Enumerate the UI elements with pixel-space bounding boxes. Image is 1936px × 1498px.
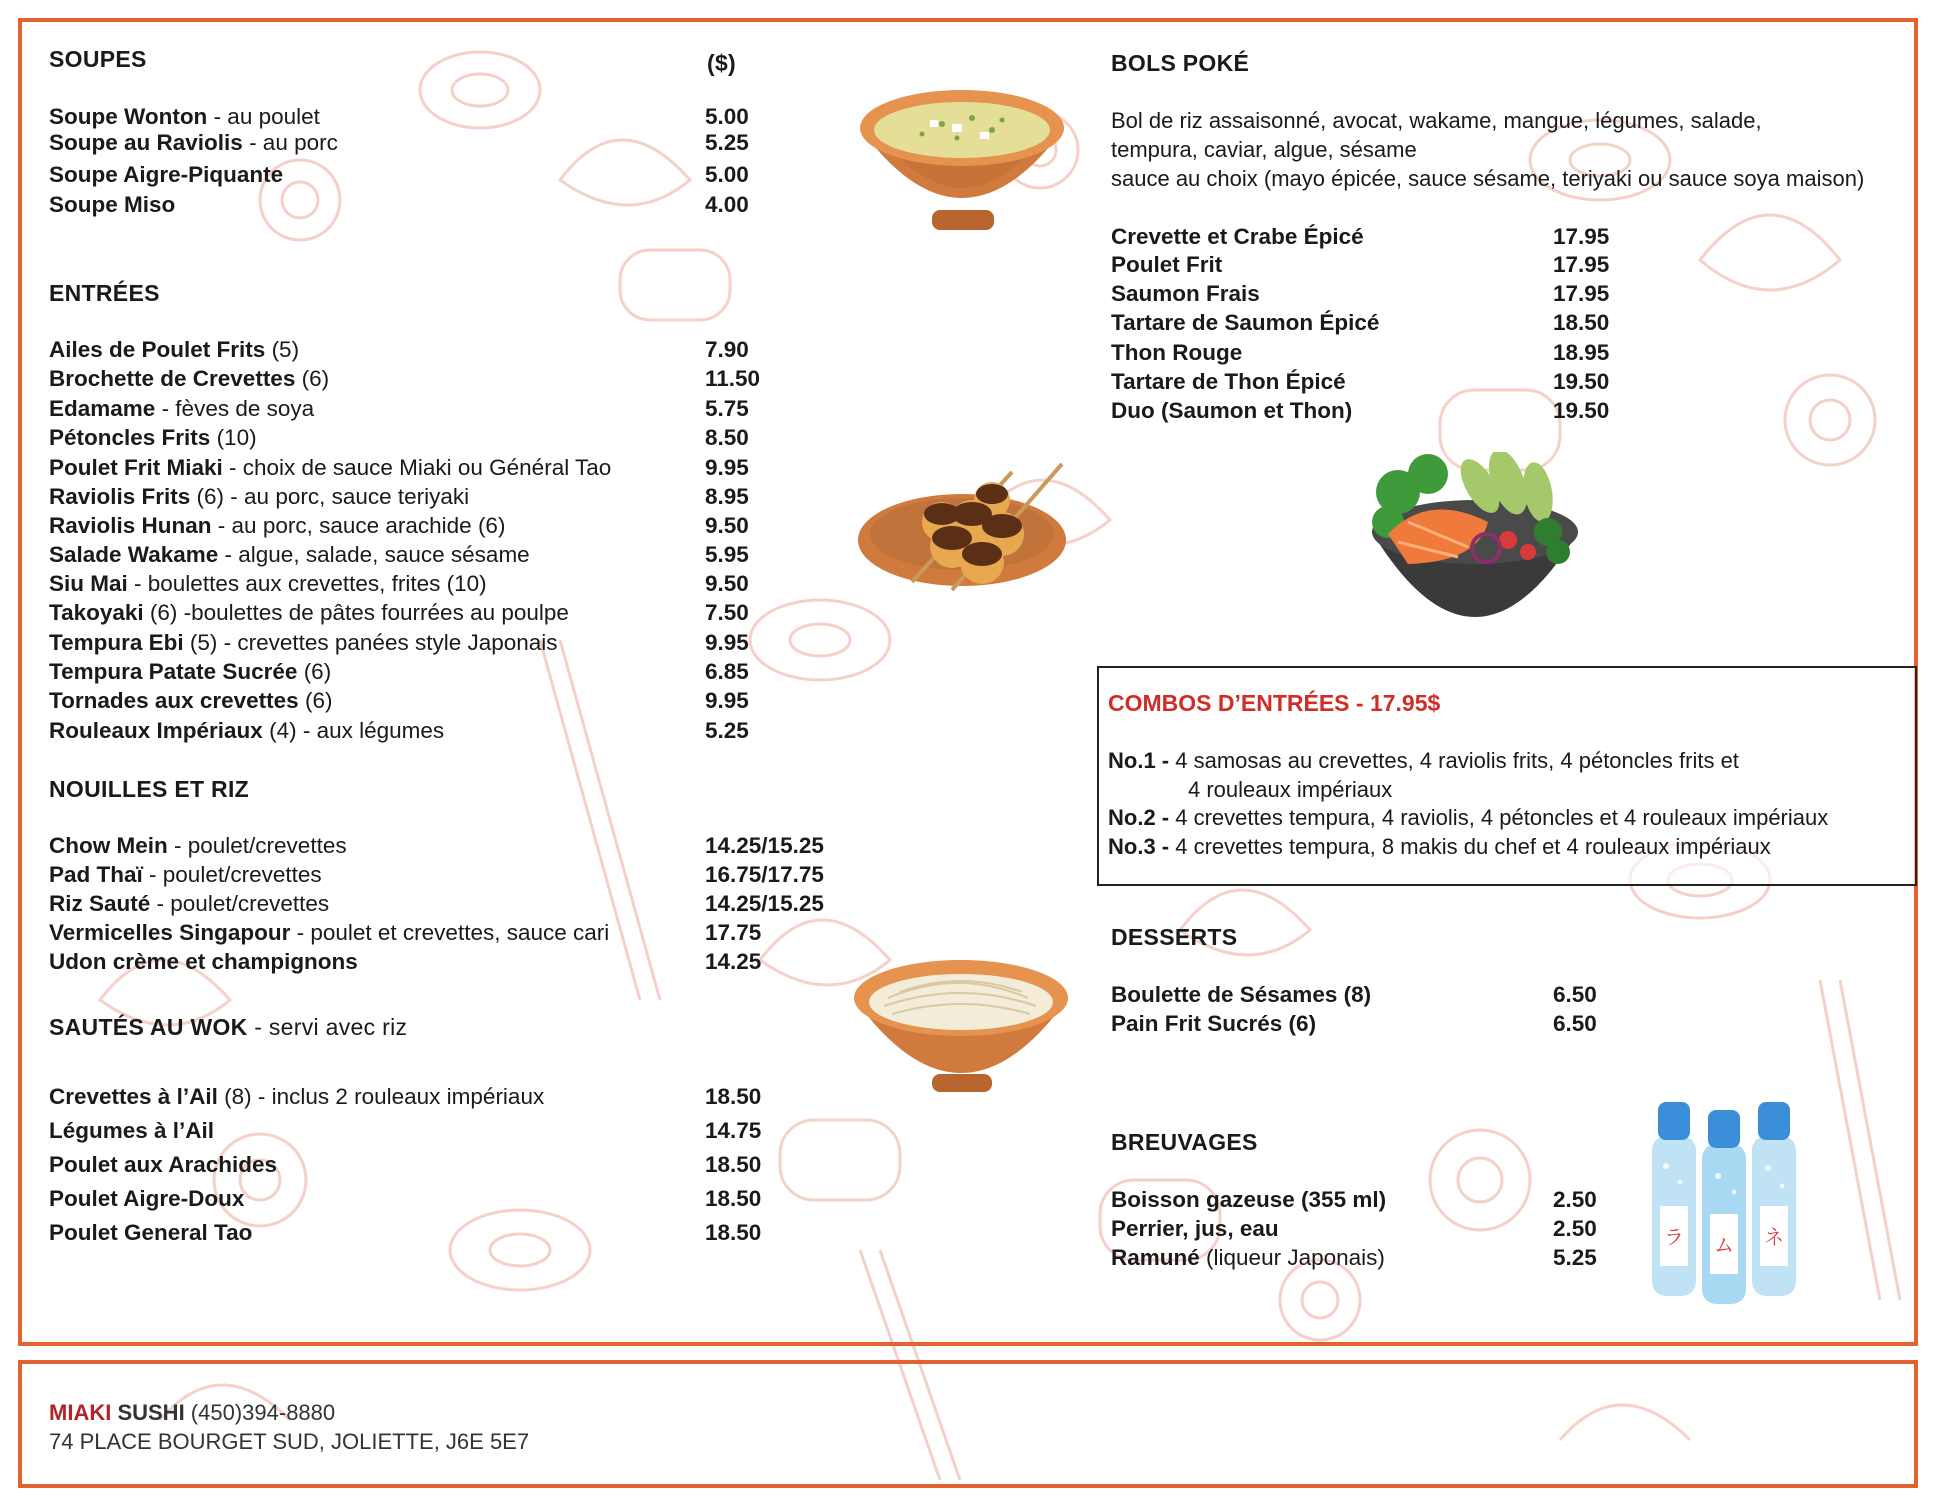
item-name: Tartare de Saumon Épicé bbox=[1111, 310, 1380, 335]
item-price: 7.50 bbox=[705, 600, 749, 625]
item-description: (5) bbox=[265, 337, 300, 362]
item-price: 5.25 bbox=[705, 718, 749, 743]
combo-label: No.2 - bbox=[1108, 805, 1170, 830]
poke-item bbox=[1111, 398, 1352, 424]
item-description: - poulet/crevettes bbox=[142, 862, 322, 887]
item-name: Pétoncles Frits bbox=[49, 425, 211, 450]
currency-header: ($) bbox=[707, 50, 737, 76]
soupes-item bbox=[49, 162, 283, 188]
noodle-bowl-icon bbox=[848, 948, 1074, 1098]
breuvages-item bbox=[1111, 1216, 1279, 1242]
item-price: 11.50 bbox=[705, 366, 761, 391]
item-price: 8.95 bbox=[705, 484, 749, 509]
item-name: Salade Wakame bbox=[49, 542, 219, 567]
poke-item bbox=[1111, 224, 1364, 250]
combo-item bbox=[1108, 748, 1739, 774]
item-price: 9.95 bbox=[705, 688, 749, 713]
sautes-item bbox=[49, 1186, 244, 1212]
item-name: Soupe Wonton bbox=[49, 104, 208, 129]
item-price: 5.95 bbox=[705, 542, 749, 567]
item-description: - au porc, sauce arachide (6) bbox=[211, 513, 506, 538]
item-name: Raviolis Hunan bbox=[49, 513, 212, 538]
poke-item bbox=[1111, 310, 1379, 336]
item-name: Ailes de Poulet Frits bbox=[49, 337, 266, 362]
item-description: - boulettes aux crevettes, frites (10) bbox=[127, 571, 487, 596]
item-name: Edamame bbox=[49, 396, 156, 421]
entrees-item bbox=[49, 630, 558, 656]
item-price: 2.50 bbox=[1553, 1216, 1597, 1241]
section-title-entrees: ENTRÉES bbox=[49, 280, 160, 306]
entrees-item bbox=[49, 659, 331, 685]
item-price: 16.75/17.75 bbox=[705, 862, 824, 887]
nouilles-item bbox=[49, 920, 609, 946]
combos-box bbox=[1097, 666, 1917, 886]
item-price: 2.50 bbox=[1553, 1187, 1597, 1212]
item-name: Pad Thaï bbox=[49, 862, 143, 887]
item-price: 18.50 bbox=[1553, 310, 1610, 335]
entrees-item bbox=[49, 337, 299, 363]
sautes-item bbox=[49, 1084, 544, 1110]
item-name: Soupe Aigre-Piquante bbox=[49, 162, 284, 187]
item-description: - au porc bbox=[242, 130, 338, 155]
entrees-item bbox=[49, 366, 329, 392]
sautes-subtitle: - servi avec riz bbox=[247, 1014, 408, 1040]
item-price: 5.00 bbox=[705, 104, 749, 129]
item-name: Poulet Frit Miaki bbox=[49, 455, 223, 480]
sautes-item bbox=[49, 1118, 214, 1144]
soup-bowl-icon bbox=[852, 78, 1072, 238]
entrees-item bbox=[49, 484, 469, 510]
item-price: 19.50 bbox=[1553, 398, 1610, 423]
section-title-poke: BOLS POKÉ bbox=[1111, 50, 1250, 76]
ramune-bottles-icon bbox=[1644, 1096, 1804, 1310]
item-price: 17.95 bbox=[1553, 252, 1610, 277]
item-name: Saumon Frais bbox=[1111, 281, 1260, 306]
item-price: 17.95 bbox=[1553, 224, 1610, 249]
item-name: Boulette de Sésames (8) bbox=[1111, 982, 1372, 1007]
combo-item bbox=[1108, 834, 1771, 860]
item-description: - poulet/crevettes bbox=[150, 891, 330, 916]
item-description: (6) bbox=[295, 366, 330, 391]
section-title-nouilles: NOUILLES ET RIZ bbox=[49, 776, 249, 802]
item-name: Thon Rouge bbox=[1111, 340, 1243, 365]
soupes-item bbox=[49, 192, 175, 218]
item-price: 18.50 bbox=[705, 1152, 762, 1177]
item-description: - poulet/crevettes bbox=[167, 833, 347, 858]
item-price: 9.95 bbox=[705, 455, 749, 480]
item-name: Poulet Frit bbox=[1111, 252, 1223, 277]
item-price: 14.25 bbox=[705, 949, 762, 974]
sautes-item bbox=[49, 1152, 277, 1178]
item-price: 14.75 bbox=[705, 1118, 762, 1143]
item-name: Poulet aux Arachides bbox=[49, 1152, 277, 1177]
item-price: 8.50 bbox=[705, 425, 749, 450]
item-name: Brochette de Crevettes bbox=[49, 366, 296, 391]
entrees-item bbox=[49, 600, 569, 626]
item-description: (4) - aux légumes bbox=[262, 718, 445, 743]
item-description: - algue, salade, sauce sésame bbox=[218, 542, 530, 567]
combo-item-continued: 4 rouleaux impériaux bbox=[1188, 777, 1393, 802]
item-name: Raviolis Frits bbox=[49, 484, 191, 509]
skewer-bowl-icon bbox=[852, 462, 1072, 612]
item-name: Poulet Aigre-Doux bbox=[49, 1186, 245, 1211]
item-name: Duo (Saumon et Thon) bbox=[1111, 398, 1353, 423]
item-price: 4.00 bbox=[705, 192, 749, 217]
section-title-breuvages: BREUVAGES bbox=[1111, 1129, 1258, 1155]
item-name: Vermicelles Singapour bbox=[49, 920, 291, 945]
entrees-item bbox=[49, 571, 487, 597]
item-description: - au poulet bbox=[207, 104, 320, 129]
section-title-desserts: DESSERTS bbox=[1111, 924, 1238, 950]
item-name: Chow Mein bbox=[49, 833, 168, 858]
item-name: Soupe Miso bbox=[49, 192, 176, 217]
poke-description bbox=[1111, 106, 1864, 193]
item-name: Tartare de Thon Épicé bbox=[1111, 369, 1346, 394]
item-name: Soupe au Raviolis bbox=[49, 130, 243, 155]
item-name: Légumes à l’Ail bbox=[49, 1118, 215, 1143]
section-title-sautes bbox=[49, 1014, 407, 1041]
combo-label: No.1 - bbox=[1108, 748, 1170, 773]
item-price: 14.25/15.25 bbox=[705, 833, 824, 858]
svg-text:ム: ム bbox=[1714, 1233, 1734, 1257]
entrees-item bbox=[49, 718, 444, 744]
item-description: (5) - crevettes panées style Japonais bbox=[183, 630, 558, 655]
desserts-item bbox=[1111, 1011, 1316, 1037]
nouilles-item bbox=[49, 891, 329, 917]
item-price: 17.75 bbox=[705, 920, 762, 945]
entrees-item bbox=[49, 455, 611, 481]
breuvages-item bbox=[1111, 1187, 1386, 1213]
item-price: 5.25 bbox=[1553, 1245, 1597, 1270]
poke-desc-line-3: sauce au choix (mayo épicée, sauce sésame, teriyaki ou sauce soya maison) bbox=[1111, 166, 1865, 191]
entrees-item bbox=[49, 542, 530, 568]
item-price: 5.25 bbox=[705, 130, 749, 155]
footer-line-1 bbox=[49, 1398, 529, 1427]
poke-bowl-icon bbox=[1368, 452, 1582, 642]
item-name: Ramuné bbox=[1111, 1245, 1200, 1270]
item-name: Tempura Ebi bbox=[49, 630, 184, 655]
combo-text: 4 crevettes tempura, 4 raviolis, 4 pétoncles et 4 rouleaux impériaux bbox=[1169, 805, 1829, 830]
item-description: (10) bbox=[210, 425, 257, 450]
item-description: (6) bbox=[298, 688, 333, 713]
item-price: 17.95 bbox=[1553, 281, 1610, 306]
poke-desc-line-2: tempura, caviar, algue, sésame bbox=[1111, 137, 1417, 162]
item-name: Perrier, jus, eau bbox=[1111, 1216, 1279, 1241]
item-price: 14.25/15.25 bbox=[705, 891, 824, 916]
item-price: 19.50 bbox=[1553, 369, 1610, 394]
entrees-item bbox=[49, 688, 332, 714]
item-description: - choix de sauce Miaki ou Général Tao bbox=[222, 455, 612, 480]
combo-text: 4 crevettes tempura, 8 makis du chef et 4 rouleaux impériaux bbox=[1169, 834, 1771, 859]
soupes-item bbox=[49, 104, 320, 130]
combo-item bbox=[1108, 805, 1828, 831]
item-name: Rouleaux Impériaux bbox=[49, 718, 263, 743]
breuvages-item bbox=[1111, 1245, 1385, 1271]
item-price: 6.50 bbox=[1553, 1011, 1597, 1036]
sautes-title-text: SAUTÉS AU WOK bbox=[49, 1014, 248, 1040]
section-title-soupes: SOUPES bbox=[49, 46, 147, 72]
entrees-item bbox=[49, 513, 505, 539]
desserts-item bbox=[1111, 982, 1371, 1008]
item-name: Poulet General Tao bbox=[49, 1220, 253, 1245]
nouilles-item bbox=[49, 862, 322, 888]
combo-label: No.3 - bbox=[1108, 834, 1170, 859]
poke-item bbox=[1111, 340, 1242, 366]
item-description: (6) - au porc, sauce teriyaki bbox=[190, 484, 470, 509]
item-description: - fèves de soya bbox=[155, 396, 315, 421]
svg-text:ラ: ラ bbox=[1664, 1225, 1684, 1249]
item-name: Crevette et Crabe Épicé bbox=[1111, 224, 1364, 249]
item-name: Tempura Patate Sucrée bbox=[49, 659, 298, 684]
entrees-item bbox=[49, 396, 314, 422]
soupes-item bbox=[49, 130, 338, 156]
item-price: 5.75 bbox=[705, 396, 749, 421]
svg-text:ネ: ネ bbox=[1764, 1225, 1784, 1249]
combos-title: COMBOS D’ENTRÉES - 17.95$ bbox=[1108, 690, 1441, 716]
item-name: Boisson gazeuse (355 ml) bbox=[1111, 1187, 1387, 1212]
poke-item bbox=[1111, 252, 1222, 278]
item-description: (6) bbox=[297, 659, 332, 684]
brand-rest: SUSHI bbox=[111, 1400, 185, 1425]
item-price: 5.00 bbox=[705, 162, 749, 187]
item-name: Udon crème et champignons bbox=[49, 949, 358, 974]
item-description: - poulet et crevettes, sauce cari bbox=[290, 920, 610, 945]
entrees-item bbox=[49, 425, 257, 451]
item-name: Pain Frit Sucrés (6) bbox=[1111, 1011, 1317, 1036]
item-name: Crevettes à l’Ail bbox=[49, 1084, 218, 1109]
poke-desc-line-1: Bol de riz assaisonné, avocat, wakame, mangue, légumes, salade, bbox=[1111, 108, 1762, 133]
item-price: 9.50 bbox=[705, 513, 749, 538]
item-description: (8) - inclus 2 rouleaux impériaux bbox=[217, 1084, 545, 1109]
poke-item bbox=[1111, 281, 1260, 307]
item-price: 18.50 bbox=[705, 1186, 762, 1211]
item-description: (6) -boulettes de pâtes fourrées au poulpe bbox=[143, 600, 569, 625]
item-price: 6.85 bbox=[705, 659, 749, 684]
item-price: 9.50 bbox=[705, 571, 749, 596]
item-price: 18.95 bbox=[1553, 340, 1610, 365]
nouilles-item bbox=[49, 833, 347, 859]
poke-item bbox=[1111, 369, 1346, 395]
item-price: 7.90 bbox=[705, 337, 749, 362]
nouilles-item bbox=[49, 949, 358, 975]
footer-contact bbox=[49, 1398, 529, 1456]
item-name: Siu Mai bbox=[49, 571, 128, 596]
item-price: 6.50 bbox=[1553, 982, 1597, 1007]
sautes-item bbox=[49, 1220, 252, 1246]
item-price: 18.50 bbox=[705, 1084, 762, 1109]
phone-number: (450)394-8880 bbox=[184, 1400, 336, 1425]
item-name: Takoyaki bbox=[49, 600, 144, 625]
item-price: 9.95 bbox=[705, 630, 749, 655]
item-description: (liqueur Japonais) bbox=[1199, 1245, 1385, 1270]
brand-name: MIAKI bbox=[49, 1400, 112, 1425]
address: 74 PLACE BOURGET SUD, JOLIETTE, J6E 5E7 bbox=[49, 1429, 530, 1454]
item-price: 18.50 bbox=[705, 1220, 762, 1245]
item-name: Tornades aux crevettes bbox=[49, 688, 299, 713]
combo-text: 4 samosas au crevettes, 4 raviolis frits, 4 pétoncles frits et bbox=[1169, 748, 1739, 773]
item-name: Riz Sauté bbox=[49, 891, 151, 916]
